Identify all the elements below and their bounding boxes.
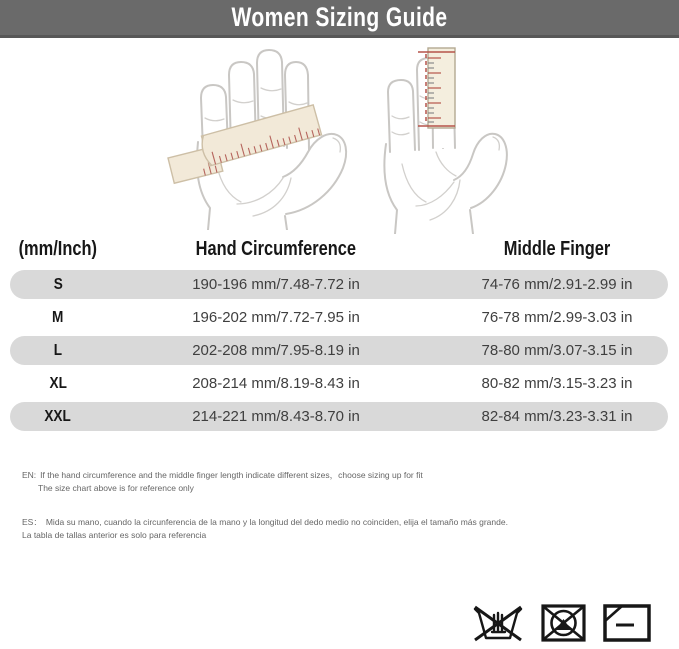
finger-value: 82-84 mm/3.23-3.31 in: [481, 408, 633, 425]
size-label: XXL: [44, 407, 72, 425]
finger-value: 78-80 mm/3.07-3.15 in: [481, 342, 633, 359]
hand-value: 208-214 mm/8.19-8.43 in: [192, 375, 360, 392]
note-es-text: Mida su mano, cuando la circunferencia de la mano y la longitud del dedo medio no coinciden, elija el tamaño más grande.: [45, 517, 508, 527]
table-row: [10, 369, 668, 398]
title-bar: [0, 0, 679, 38]
table-row: [10, 402, 668, 431]
size-label: S: [53, 275, 63, 293]
middle-finger-illustration: [378, 44, 513, 234]
dry-flat-in-shade-icon: [601, 603, 653, 643]
do-not-wash-icon: [470, 602, 526, 644]
size-label: M: [52, 308, 64, 326]
note-en-text: If the hand circumference and the middle finger length indicate different sizes，choose sizing up for fit: [40, 470, 423, 480]
note-en: [22, 469, 423, 494]
header-middle-finger: Middle Finger: [503, 237, 611, 260]
note-es-text2: La tabla de tallas anterior es solo para referencia: [22, 529, 207, 540]
do-not-tumble-dry-icon: [540, 603, 587, 643]
size-label: L: [53, 341, 63, 359]
note-es: [22, 516, 508, 541]
hand-circumference-illustration: [165, 46, 350, 230]
size-table: [10, 234, 668, 435]
table-row: [10, 270, 668, 299]
hand-value: 214-221 mm/8.43-8.70 in: [192, 408, 360, 425]
note-es-label: ES：: [22, 517, 42, 527]
finger-value: 80-82 mm/3.15-3.23 in: [481, 375, 633, 392]
size-label: XL: [49, 374, 67, 392]
hand-value: 190-196 mm/7.48-7.72 in: [192, 276, 360, 293]
note-en-text2: The size chart above is for reference only: [38, 482, 194, 493]
header-hand-circumference: Hand Circumference: [195, 237, 357, 260]
finger-value: 76-78 mm/2.99-3.03 in: [481, 309, 633, 326]
header-units: (mm/Inch): [18, 237, 98, 260]
page-title: Women Sizing Guide: [231, 2, 448, 32]
table-row: [10, 336, 668, 365]
table-header-row: [10, 234, 668, 264]
finger-value: 74-76 mm/2.91-2.99 in: [481, 276, 633, 293]
hand-value: 196-202 mm/7.72-7.95 in: [192, 309, 360, 326]
table-row: [10, 303, 668, 332]
hand-value: 202-208 mm/7.95-8.19 in: [192, 342, 360, 359]
note-en-label: EN:: [22, 470, 37, 480]
care-icons: [470, 602, 653, 644]
